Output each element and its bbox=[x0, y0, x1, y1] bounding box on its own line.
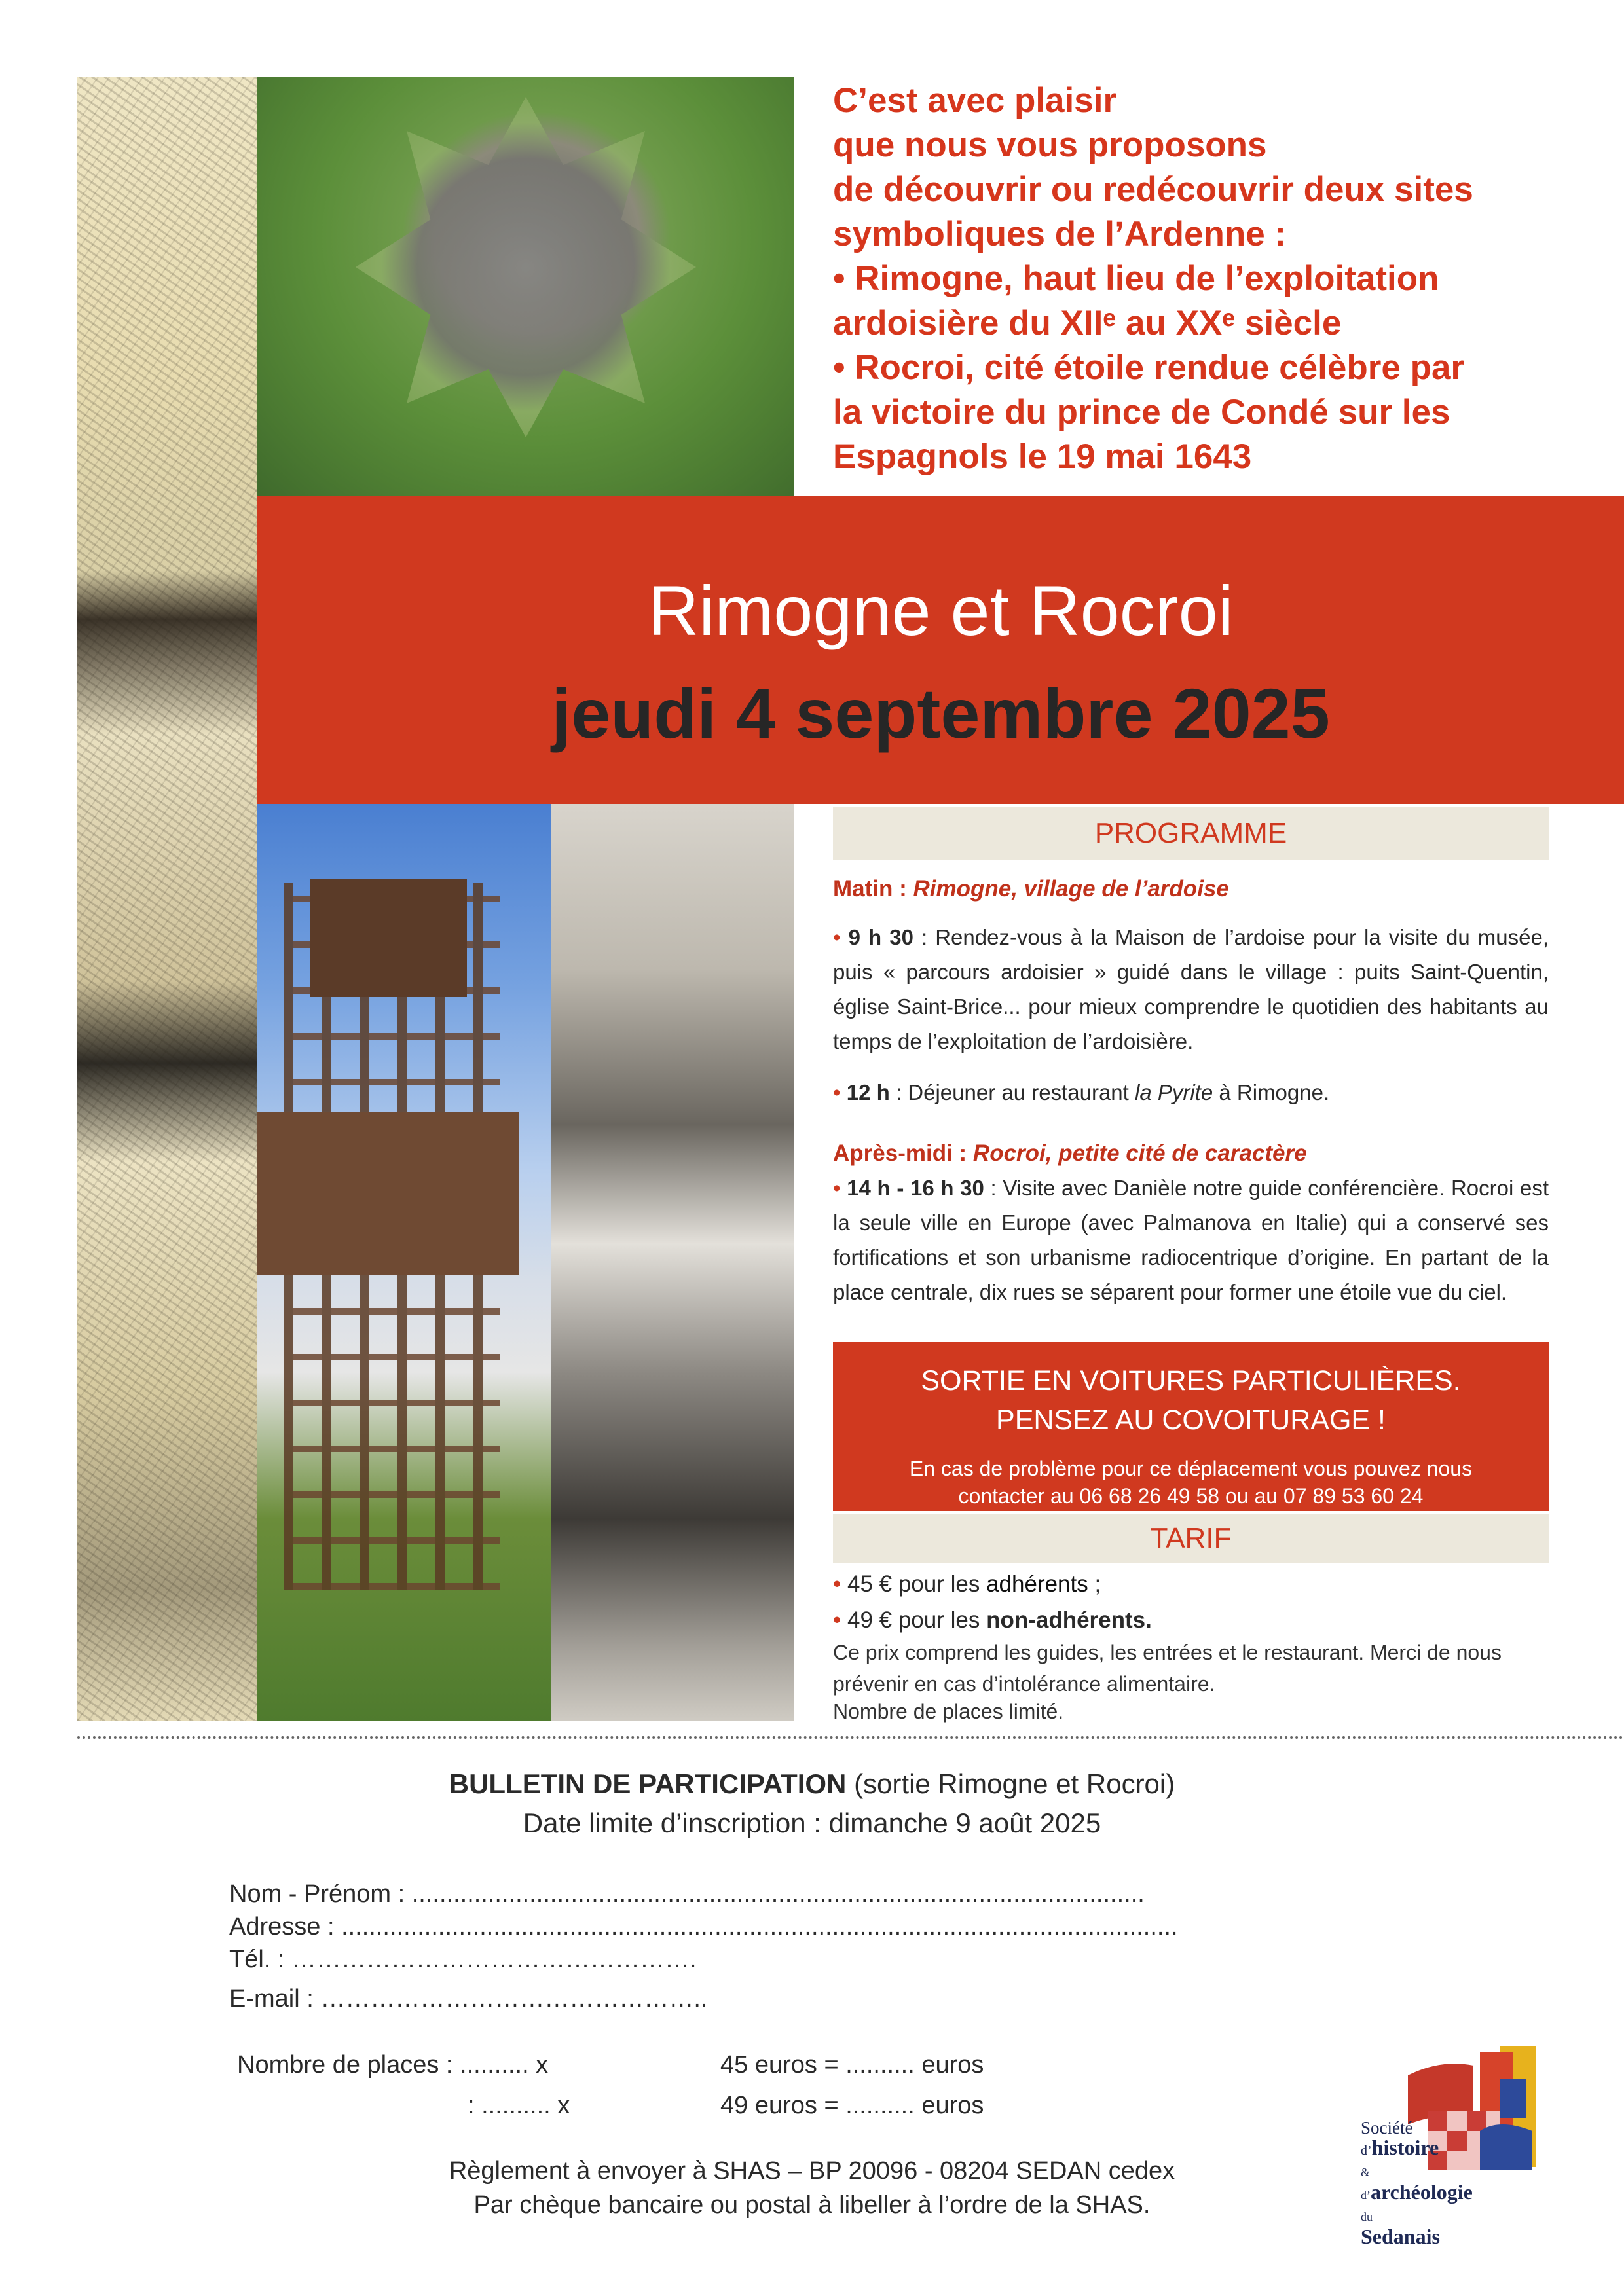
logo-small: d’ bbox=[1361, 2143, 1372, 2158]
headframe-top bbox=[310, 879, 467, 997]
morning-label: Matin : bbox=[833, 876, 913, 902]
cut-line-divider bbox=[77, 1736, 1624, 1739]
price-audience: non-adhérents. bbox=[986, 1607, 1152, 1633]
logo-line bbox=[1361, 2138, 1439, 2160]
time-label: 14 h - 16 h 30 bbox=[847, 1176, 984, 1200]
intro-line: que nous vous proposons bbox=[833, 126, 1267, 164]
logo-word: histoire bbox=[1371, 2136, 1439, 2159]
intro-line: C’est avec plaisir bbox=[833, 81, 1117, 120]
logo-line bbox=[1361, 2205, 1439, 2248]
price-text: 49 € pour les bbox=[847, 1607, 987, 1633]
price-audience: adhérents bbox=[986, 1571, 1088, 1597]
item-text: : Visite avec Danièle notre guide conférencière. Rocroi est la seule ville en Europe (avec Palmanova en Italie) qui a conservé ses fortifications et son urbanisme radiocentrique d’origine. En partant de la place centrale, dix rues se séparent pour former une étoile vue du ciel. bbox=[833, 1176, 1549, 1304]
intro-line: ardoisière du XIIᵉ au XXᵉ siècle bbox=[833, 304, 1342, 342]
bullet-icon: • bbox=[833, 925, 849, 949]
headframe-shed bbox=[257, 1112, 519, 1275]
logo-line: Société bbox=[1361, 2118, 1413, 2138]
address-field[interactable]: Adresse : ......................................................................................................................... bbox=[229, 1913, 1178, 1941]
logo-word: archéologie bbox=[1371, 2180, 1473, 2204]
email-field[interactable]: E-mail : ……………………………………….. bbox=[229, 1985, 708, 2013]
logo-word: Sedanais bbox=[1361, 2225, 1440, 2248]
places-members-total[interactable]: 45 euros = .......... euros bbox=[720, 2051, 984, 2079]
price-text: 45 € pour les bbox=[847, 1571, 987, 1597]
tarif-heading: TARIF bbox=[833, 1514, 1549, 1563]
bulletin-title-bold: BULLETIN DE PARTICIPATION bbox=[449, 1768, 847, 1799]
afternoon-subheading bbox=[833, 1140, 1307, 1167]
engraving-image-conde bbox=[77, 77, 257, 1721]
bullet-icon: • bbox=[833, 1571, 847, 1597]
shas-logo-text bbox=[1361, 2118, 1473, 2248]
afternoon-place: Rocroi, petite cité de caractère bbox=[972, 1140, 1307, 1166]
engraving-hatching bbox=[77, 77, 257, 1721]
afternoon-label: Après-midi : bbox=[833, 1140, 973, 1166]
payment-instructions: Par chèque bancaire ou postal à libeller à l’ordre de la SHAS. bbox=[473, 2191, 1151, 2219]
notice-contact: contacter au 06 68 26 49 58 ou au 07 89 53 60 24 bbox=[958, 1484, 1424, 1508]
intro-text bbox=[833, 79, 1579, 479]
slate-worker-photo bbox=[551, 804, 794, 1721]
morning-subheading bbox=[833, 876, 1229, 902]
registration-deadline: Date limite d’inscription : dimanche 9 août 2025 bbox=[523, 1808, 1101, 1838]
time-label: 9 h 30 bbox=[848, 925, 913, 949]
programme-heading: PROGRAMME bbox=[833, 807, 1549, 860]
intro-line: de découvrir ou redécouvrir deux sites bbox=[833, 170, 1473, 209]
places-nonmembers-field[interactable]: : .......... x bbox=[468, 2092, 570, 2119]
star-fortification-shape bbox=[356, 97, 696, 437]
bullet-icon: • bbox=[833, 1080, 847, 1104]
intro-line: la victoire du prince de Condé sur les bbox=[833, 393, 1450, 431]
bullet-icon: • bbox=[833, 1607, 847, 1633]
item-text: : Rendez-vous à la Maison de l’ardoise pour la visite du musée, puis « parcours ardoisier » guidé dans le village : puits Saint-Quentin, église Saint-Brice... pour mieux comprendre le quotidien des habitants au temps de l’exploitation de l’ardoisière. bbox=[833, 925, 1549, 1053]
payment-address: Règlement à envoyer à SHAS – BP 20096 - 08204 SEDAN cedex bbox=[449, 2157, 1175, 2185]
notice-line: PENSEZ AU COVOITURAGE ! bbox=[996, 1404, 1386, 1436]
price-punct: ; bbox=[1088, 1571, 1101, 1597]
item-text: à Rimogne. bbox=[1213, 1080, 1330, 1104]
logo-small: du bbox=[1361, 2210, 1373, 2223]
programme-item-afternoon bbox=[833, 1171, 1549, 1309]
tarif-members bbox=[833, 1568, 1101, 1601]
bulletin-title-rest: (sortie Rimogne et Rocroi) bbox=[846, 1768, 1175, 1799]
carpool-notice-box bbox=[833, 1342, 1549, 1511]
time-label: 12 h bbox=[846, 1080, 890, 1104]
intro-line: Espagnols le 19 mai 1643 bbox=[833, 437, 1252, 476]
places-nonmembers-total[interactable]: 49 euros = .......... euros bbox=[720, 2092, 984, 2119]
mine-headframe-photo bbox=[257, 804, 551, 1721]
places-members-field[interactable]: Nombre de places : .......... x bbox=[237, 2051, 549, 2079]
programme-item-lunch bbox=[833, 1075, 1549, 1110]
bullet-icon: • bbox=[833, 1176, 847, 1200]
event-title: Rimogne et Rocroi bbox=[648, 571, 1234, 650]
rocroi-aerial-photo bbox=[257, 77, 794, 496]
notice-line: En cas de problème pour ce déplacement vous pouvez nous bbox=[909, 1457, 1473, 1480]
name-field[interactable]: Nom - Prénom : .......................................................................................................... bbox=[229, 1880, 1145, 1908]
intro-line: • Rocroi, cité étoile rendue célèbre par bbox=[833, 348, 1465, 387]
tarif-note: Ce prix comprend les guides, les entrées et le restaurant. Merci de nous prévenir en cas d’intolérance alimentaire. bbox=[833, 1641, 1502, 1696]
item-text: : Déjeuner au restaurant bbox=[889, 1080, 1135, 1104]
event-date: jeudi 4 septembre 2025 bbox=[551, 674, 1330, 753]
programme-item-morning bbox=[833, 920, 1549, 1059]
notice-line: SORTIE EN VOITURES PARTICULIÈRES. bbox=[921, 1365, 1461, 1396]
tarif-non-members bbox=[833, 1604, 1152, 1637]
morning-place: Rimogne, village de l’ardoise bbox=[913, 876, 1229, 902]
intro-line: • Rimogne, haut lieu de l’exploitation bbox=[833, 259, 1439, 298]
logo-small: & d’ bbox=[1361, 2166, 1371, 2202]
intro-line: symboliques de l’Ardenne : bbox=[833, 215, 1287, 253]
phone-field[interactable]: Tél. : …………………………………………. bbox=[229, 1946, 697, 1973]
bulletin-title bbox=[0, 1764, 1624, 1804]
logo-line bbox=[1361, 2160, 1473, 2205]
places-limited-note: Nombre de places limité. bbox=[833, 1700, 1064, 1723]
logo-blue-water bbox=[1480, 2124, 1532, 2170]
logo-castle-tower bbox=[1500, 2079, 1526, 2118]
restaurant-name: la Pyrite bbox=[1135, 1080, 1213, 1104]
